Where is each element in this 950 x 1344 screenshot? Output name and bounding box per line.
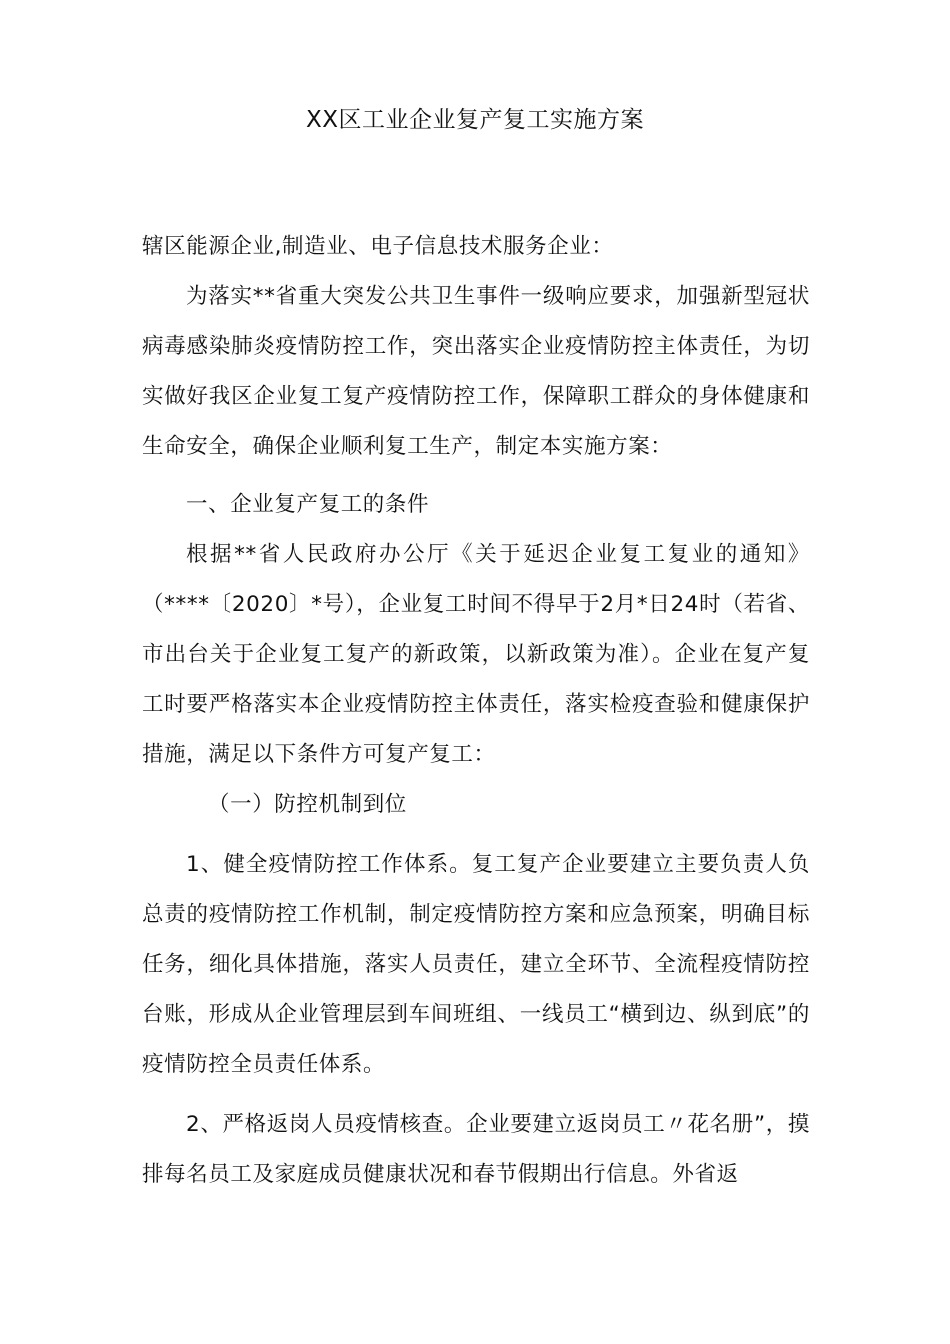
list-item-2: 2、严格返岗人员疫情核查。企业要建立返岗员工〃花名册”，摸排每名员工及家庭成员健康状况和春节假期出行信息。外省返 (142, 1112, 810, 1187)
subsection-heading: （一）防控机制到位 (208, 792, 407, 817)
document-body (142, 222, 810, 1200)
section-paragraph: 根据**省人民政府办公厅《关于延迟企业复工复业的通知》（****〔2020〕*号），企业复工时间不得早于2月*日24时（若省、市出台关于企业复工复产的新政策，以新政策为准）。企业在复产复工时要严格落实本企业疫情防控主体责任，落实检疫查验和健康保护措施，满足以下条件方可复产复工： (142, 542, 810, 767)
section-heading: 一、企业复产复工的条件 (186, 492, 430, 517)
addressee-line: 辖区能源企业,制造业、电子信息技术服务企业： (142, 234, 614, 259)
intro-paragraph: 为落实**省重大突发公共卫生事件一级响应要求，加强新型冠状病毒感染肺炎疫情防控工作，突出落实企业疫情防控主体责任，为切实做好我区企业复工复产疫情防控工作，保障职工群众的身体健康和生命安全，确保企业顺利复工生产，制定本实施方案： (142, 284, 810, 459)
document-title: XX区工业企业复产复工实施方案 (305, 107, 644, 133)
list-item-1: 1、健全疫情防控工作体系。复工复产企业要建立主要负责人负总责的疫情防控工作机制，制定疫情防控方案和应急预案，明确目标任务，细化具体措施，落实人员责任，建立全环节、全流程疫情防控台账，形成从企业管理层到车间班组、一线员工“横到边、纵到底”的疫情防控全员责任体系。 (142, 852, 810, 1077)
